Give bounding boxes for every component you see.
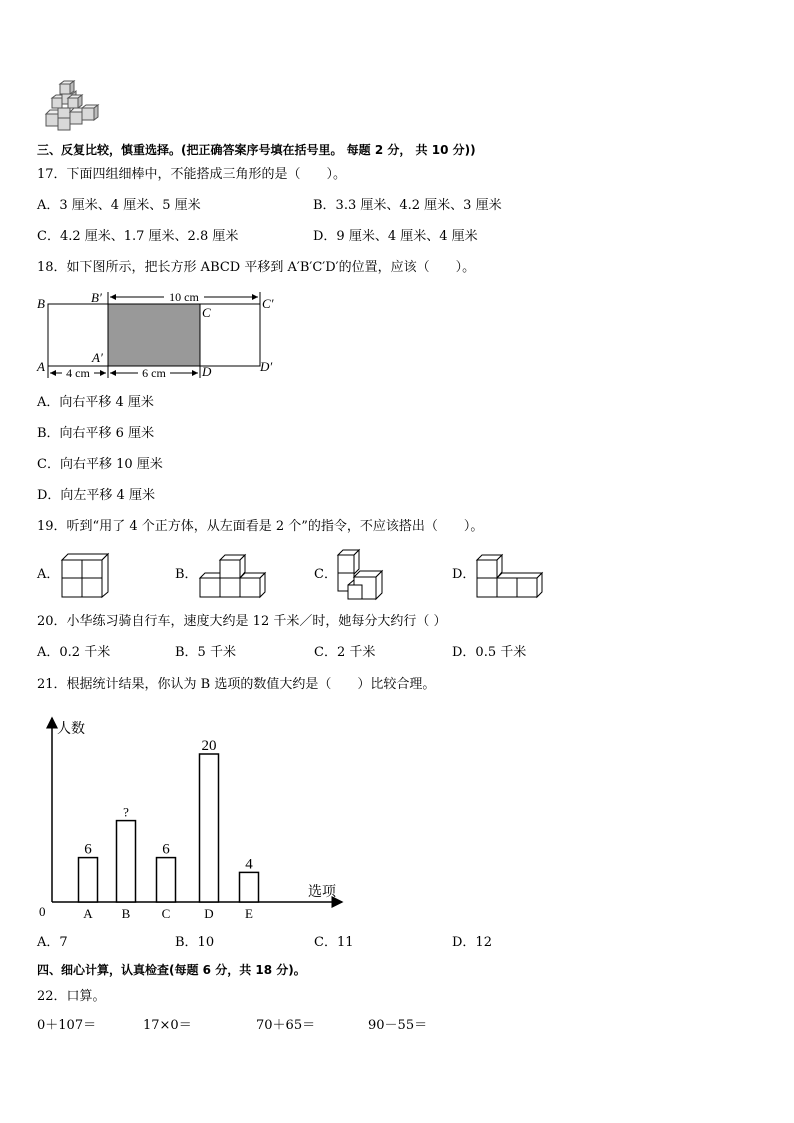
q19-option-c-label: C． [314,567,337,582]
length-b-label: 6 cm [142,366,166,380]
q18-option-b: B．向右平移 6 厘米 [37,426,155,441]
q18-option-c: C．向右平移 10 厘米 [37,457,163,472]
q17-option-d: D．9 厘米、4 厘米、4 厘米 [313,229,478,244]
q22-item-2: 17×0＝ [143,1018,192,1033]
bar-D [200,754,219,902]
bar-E [240,872,259,902]
q19-option-a-figure [60,550,110,604]
x-axis-label: 选项 [308,885,336,900]
q18-option-a: A．向右平移 4 厘米 [37,395,154,410]
vertex-d: D [202,364,212,379]
q21-stem: 21．根据统计结果，你认为 B 选项的数值大约是（ ）比较合理。 [37,677,436,692]
top-length-label: 10 cm [169,290,199,304]
q21-option-a: A．7 [37,935,68,950]
bar-A [79,858,98,902]
y-axis-label: 人数 [57,721,85,737]
bar-C [157,858,176,902]
q22-item-1: 0＋107＝ [37,1018,97,1033]
category-label-B: B [121,906,131,921]
section-3-title: 三、反复比较，慎重选择。(把正确答案序号填在括号里。 每题 2 分， 共 10 分)) [37,143,476,157]
bar-value-label-B: ? [123,804,129,820]
q21-option-c: C．11 [314,935,354,950]
cube-stack-figure [44,80,100,138]
q22-item-3: 70＋65＝ [256,1018,316,1033]
q20-option-d: D．0.5 千米 [452,645,527,660]
category-label-C: C [161,906,171,921]
section-4-title: 四、细心计算，认真检查(每题 6 分，共 18 分)。 [37,963,306,977]
q19-option-c-figure [334,547,390,605]
q17-option-c: C．4.2 厘米、1.7 厘米、2.8 厘米 [37,229,239,244]
translation-figure [34,288,284,388]
q20-option-a: A．0.2 千米 [37,645,111,660]
category-label-A: A [83,906,93,921]
q18-stem: 18．如下图所示，把长方形 ABCD 平移到 A′B′C′D′的位置，应该（ ）。 [37,260,476,275]
vertex-b-prime: B′ [91,290,102,305]
bar-value-label-A: 6 [84,841,92,858]
shaded-overlap [108,304,200,366]
q22-stem: 22．口算。 [37,989,106,1004]
bar-B [117,821,136,902]
vertex-a-prime: A′ [92,350,103,365]
q22-item-4: 90－55＝ [368,1018,428,1033]
bar-value-label-D: 20 [201,738,217,754]
q17-option-a: A．3 厘米、4 厘米、5 厘米 [37,198,201,213]
vertex-d-prime: D′ [260,359,273,374]
bar-value-label-E: 4 [245,856,253,873]
bar-value-label-C: 6 [162,841,170,858]
vertex-b: B [37,296,45,311]
q20-stem: 20．小华练习骑自行车，速度大约是 12 千米／时，她每分大约行（ ） [37,614,447,629]
q19-stem: 19．听到“用了 4 个正方体，从左面看是 2 个”的指令，不应该搭出（ ）。 [37,519,484,534]
q19-option-d-figure [475,550,545,604]
q18-option-d: D．向左平移 4 厘米 [37,488,155,503]
q19-option-b-figure [198,550,270,604]
q21-option-d: D．12 [452,935,492,950]
q17-stem: 17．下面四组细棒中，不能搭成三角形的是（ ）。 [37,167,347,182]
q20-option-b: B．5 千米 [175,645,236,660]
origin-label: 0 [39,904,46,919]
vertex-a: A [37,359,45,374]
category-label-E: E [245,906,253,921]
q19-option-b-label: B． [175,567,198,582]
vertex-c: C [202,305,211,320]
length-a-label: 4 cm [66,366,90,380]
category-label-D: D [204,906,214,921]
vertex-c-prime: C′ [262,296,274,311]
q20-option-c: C．2 千米 [314,645,376,660]
q19-option-a-label: A． [37,567,60,582]
bar-chart [30,710,350,930]
q17-option-b: B．3.3 厘米、4.2 厘米、3 厘米 [313,198,502,213]
q21-option-b: B．10 [175,935,215,950]
q19-option-d-label: D． [452,567,476,582]
